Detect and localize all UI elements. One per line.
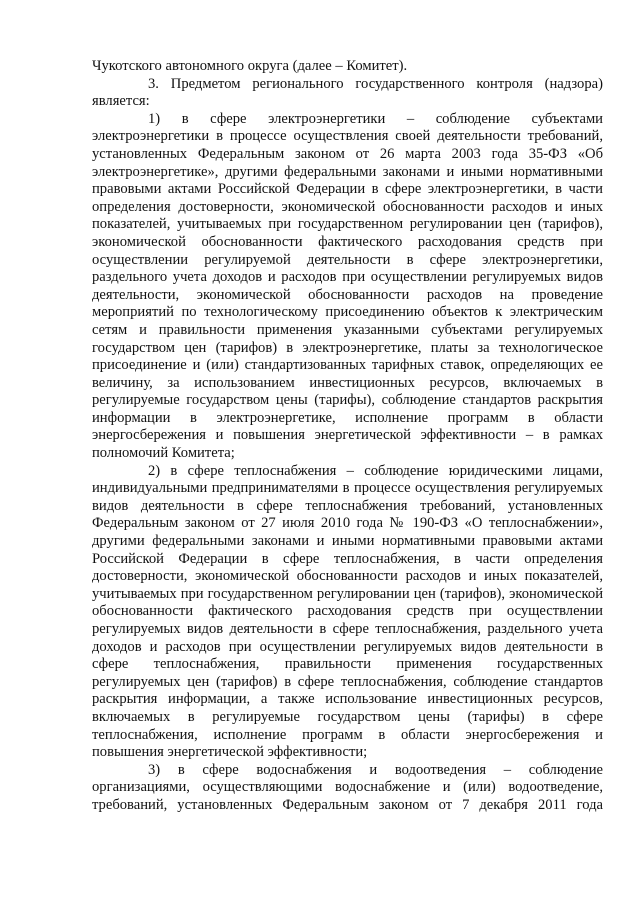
item-electricity: 1) в сфере электроэнергетики – соблюдение субъектами электроэнергетики в процессе осуществления своей деятельности требований, установленных Федеральным законом от 26 марта 2003 года 35-ФЗ «Об электроэнергетике», другими федеральными законами и иными нормативными правовыми актами Российской Федерации в сфере электроэнергетики, в части определения достоверности, экономической обоснованности расходов и иных показателей, учитываемых при государственном регулировании цен (тарифов), экономической обоснованности фактического расходования средств при осуществлении регулируемой деятельности в сфере электроэнергетики, раздельного учета доходов и расходов при осуществлении регулируемых видов деятельности, экономической обоснованности расходов на проведение мероприятий по технологическому присоединению объектов к электрическим сетям и правильности применения указанными субъектами регулируемых государством цен (тарифов) в электроэнергетике, платы за технологическое присоединение и (или) стандартизованных тарифных ставок, определяющих ее величину, за использованием инвестиционных ресурсов, включаемых в регулируемые государством цены (тарифы), соблюдение стандартов раскрытия информации в электроэнергетике, исполнение программ в области энергосбережения и повышения энергетической эффективности – в рамках полномочий Комитета; [92,110,603,462]
document-page [92,58,603,815]
section-3-intro: 3. Предметом регионального государственного контроля (надзора) является: [92,75,603,110]
continuation-paragraph: Чукотского автономного округа (далее – Комитет). [92,58,408,74]
item-heat-supply: 2) в сфере теплоснабжения – соблюдение юридическими лицами, индивидуальными предпринимателями в процессе осуществления регулируемых видов деятельности в сфере теплоснабжения требований, установленных Федеральным законом от 27 июля 2010 года № 190-ФЗ «О теплоснабжении», другими федеральными законами и иными нормативными правовыми актами Российской Федерации в сфере теплоснабжения, в части определения достоверности, экономической обоснованности расходов и иных показателей, учитываемых при государственном регулировании цен (тарифов), экономической обоснованности фактического расходования средств при осуществлении регулируемых видов деятельности в сфере теплоснабжения, раздельного учета доходов и расходов при осуществлении регулируемых видов деятельности в сфере теплоснабжения, правильности применения государственных регулируемых цен (тарифов) в сфере теплоснабжения, соблюдение стандартов раскрытия информации, а также использование инвестиционных ресурсов, включаемых в регулируемые государством цены (тарифы) в сфере теплоснабжения, исполнение программ в области энергосбережения и повышения энергетической эффективности; [92,462,603,761]
item-water-supply: 3) в сфере водоснабжения и водоотведения – соблюдение организациями, осуществляющими водоснабжение и (или) водоотведение, требований, установленных Федеральным законом от 7 декабря 2011 года [92,761,603,813]
